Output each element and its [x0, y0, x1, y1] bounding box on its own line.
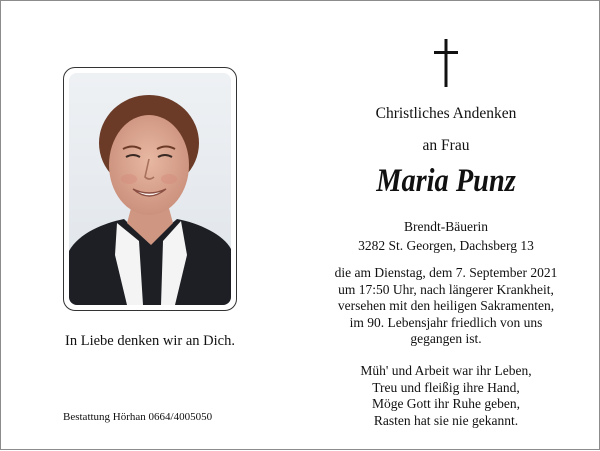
- verse-line: Möge Gott ihr Ruhe geben,: [371, 396, 521, 411]
- funeral-home-contact: Bestattung Hörhan 0664/4005050: [63, 411, 213, 423]
- portrait-frame: [63, 67, 237, 311]
- verse-line: Rasten hat sie nie gekannt.: [373, 412, 519, 428]
- salutation: an Frau: [422, 137, 470, 154]
- occupation: Brendt-Bäuerin: [404, 219, 488, 234]
- death-notice-line: gegangen ist.: [410, 331, 482, 347]
- latin-cross-icon: [434, 39, 458, 87]
- death-notice: [301, 265, 591, 348]
- address: 3282 St. Georgen, Dachsberg 13: [358, 238, 534, 253]
- verse-line: Müh' und Arbeit war ihr Leben,: [360, 363, 532, 378]
- remembrance-caption: In Liebe denken wir an Dich.: [65, 333, 235, 349]
- death-notice-line: versehen mit den heiligen Sakramenten,: [337, 298, 555, 314]
- verse-line: Treu und fleißig ihre Hand,: [372, 379, 520, 395]
- memorial-verse: [301, 363, 591, 429]
- death-notice-line: die am Dienstag, dem 7. September 2021: [334, 265, 558, 280]
- deceased-name: Maria Punz: [376, 163, 516, 199]
- memorial-heading: Christliches Andenken: [375, 105, 517, 122]
- portrait-photo: [69, 73, 231, 305]
- death-notice-line: um 17:50 Uhr, nach längerer Krankheit,: [338, 281, 554, 297]
- death-notice-line: im 90. Lebensjahr friedlich von uns: [349, 314, 543, 330]
- obituary-text-column: [301, 1, 591, 451]
